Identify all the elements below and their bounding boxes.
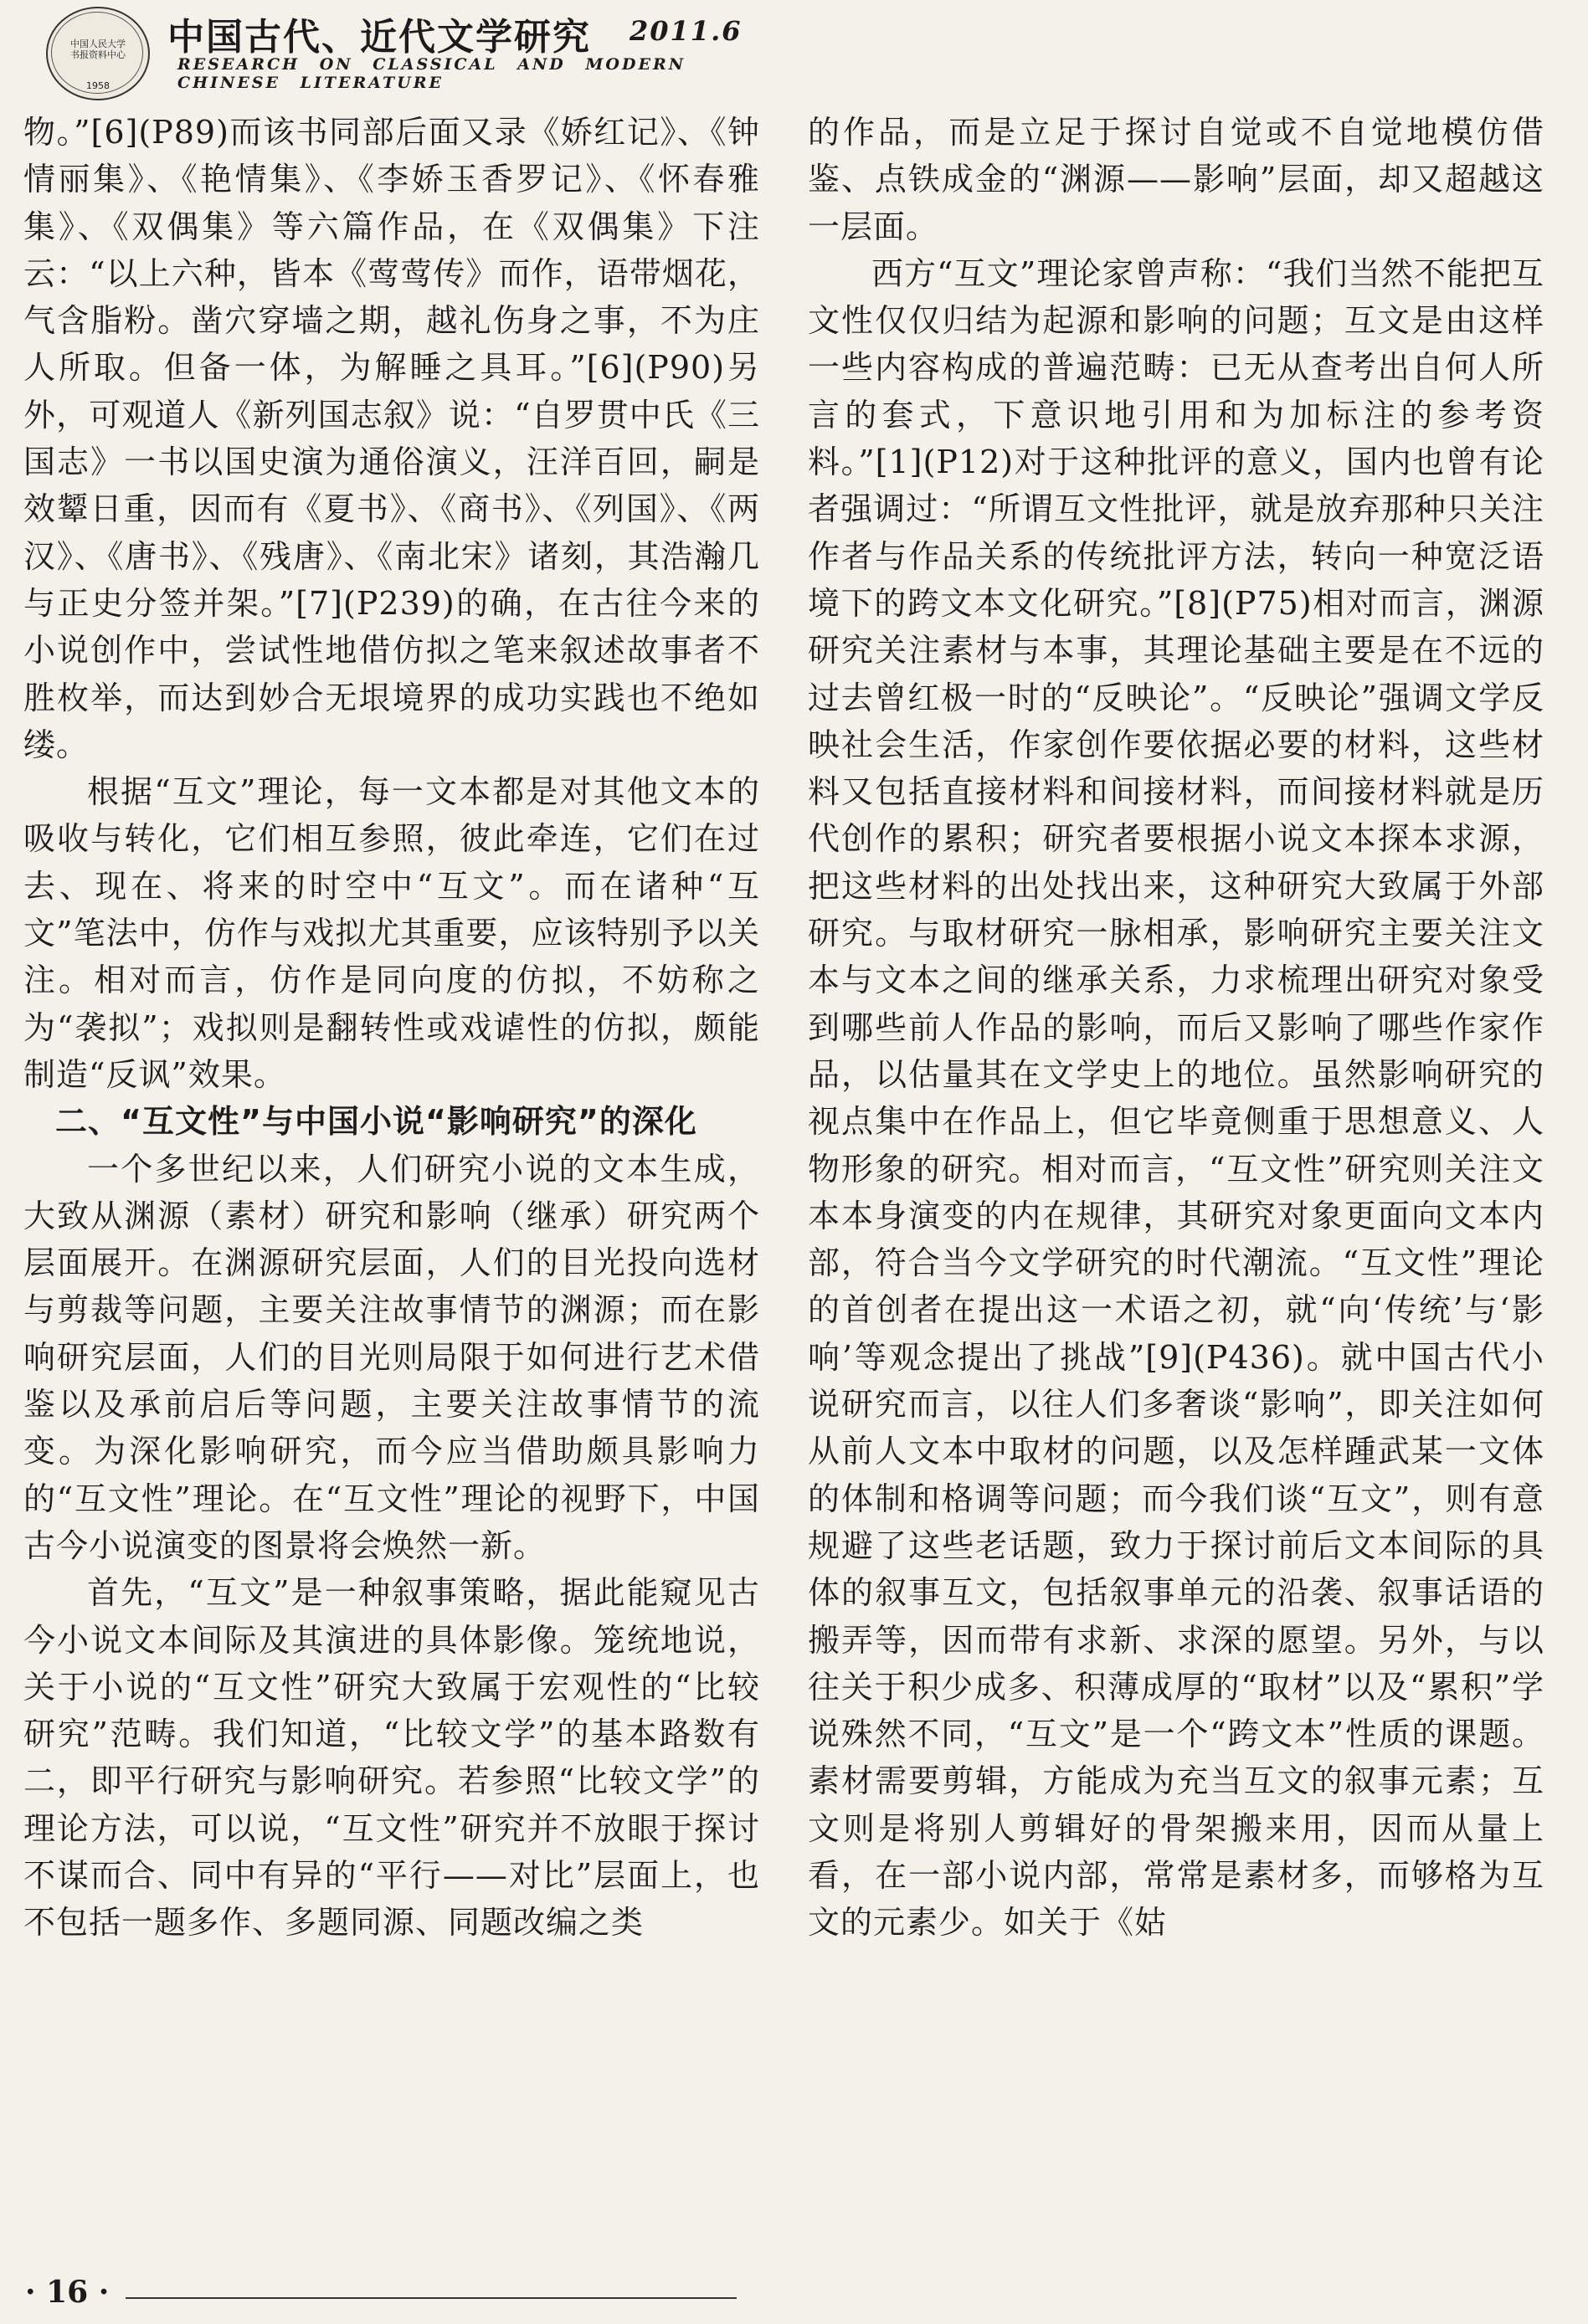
logo-name-line1: 中国人民大学 xyxy=(70,38,126,49)
logo-name xyxy=(48,38,148,60)
page-header xyxy=(0,0,1588,100)
right-paragraph-2: 西方“互文”理论家曾声称：“我们当然不能把互文性仅仅归结为起源和影响的问题；互文是由这样一些内容构成的普遍范畴：已无从查考出自何人所言的套式，下意识地引用和为加标注的参考资料。”[1](P12)对于这种批评的意义，国内也曾有论者强调过：“所谓互文性批评，就是放弃那种只关注作者与作品关系的传统批评方法，转向一种宽泛语境下的跨文本文化研究。”[8](P75)相对而言，渊源研究关注素材与本事，其理论基础主要是在不远的过去曾红极一时的“反映论”。“反映论”强调文学反映社会生活，作家创作要依据必要的材料，这些材料又包括直接材料和间接材料，而间接材料就是历代创作的累积；研究者要根据小说文本探本求源，把这些材料的出处找出来，这种研究大致属于外部研究。与取材研究一脉相承，影响研究主要关注文本与文本之间的继承关系，力求梳理出研究对象受到哪些前人作品的影响，而后又影响了哪些作家作品，以估量其在文学史上的地位。虽然影响研究的视点集中在作品上，但它毕竟侧重于思想意义、人物形象的研究。相对而言，“互文性”研究则关注文本本身演变的内在规律，其研究对象更面向文本内部，符合当今文学研究的时代潮流。“互文性”理论的首创者在提出这一术语之初，就“向‘传统’与‘影响’等观念提出了挑战”[9](P436)。就中国古代小说研究而言，以往人们多奢谈“影响”，即关注如何从前人文本中取材的问题，以及怎样踵武某一文体的体制和格调等问题；而今我们谈“互文”，则有意规避了这些老话题，致力于探讨前后文本间际的具体的叙事互文，包括叙事单元的沿袭、叙事话语的搬弄等，因而带有求新、求深的愿望。另外，与以往关于积少成多、积薄成厚的“取材”以及“累积”学说殊然不同，“互文”是一个“跨文本”性质的课题。素材需要剪辑，方能成为充当互文的叙事元素；互文则是将别人剪辑好的骨架搬来用，因而从量上看，在一部小说内部，常常是素材多，而够格为互文的元素少。如关于《姑 xyxy=(808,254,1544,1942)
right-paragraph-1: 的作品，而是立足于探讨自觉或不自觉地模仿借鉴、点铁成金的“渊源——影响”层面，却又超越这一层面。 xyxy=(808,114,1544,245)
left-paragraph-3: 一个多世纪以来，人们研究小说的文本生成，大致从渊源（素材）研究和影响（继承）研究两个层面展开。在渊源研究层面，人们的目光投向选材与剪裁等问题，主要关注故事情节的渊源；而在影响研究层面，人们的目光则局限于如何进行艺术借鉴以及承前启后等问题，主要关注故事情节的流变。为深化影响研究，而今应当借助颇具影响力的“互文性”理论。在“互文性”理论的视野下，中国古今小说演变的图景将会焕然一新。 xyxy=(23,1150,760,1564)
left-column xyxy=(23,109,760,1947)
left-paragraph-2: 根据“互文”理论，每一文本都是对其他文本的吸收与转化，它们相互参照，彼此牵连，它们在过去、现在、将来的时空中“互文”。而在诸种“互文”笔法中，仿作与戏拟尤其重要，应该特别予以关注。相对而言，仿作是同向度的仿拟，不妨称之为“袭拟”；戏拟则是翻转性或戏谑性的仿拟，颇能制造“反讽”效果。 xyxy=(23,773,760,1093)
issue-number: 2011.6 xyxy=(630,15,743,47)
logo-year: 1958 xyxy=(86,80,110,91)
left-paragraph-4: 首先，“互文”是一种叙事策略，据此能窥见古今小说文本间际及其演进的具体影像。笼统地说，关于小说的“互文性”研究大致属于宏观性的“比较研究”范畴。我们知道，“比较文学”的基本路数有二，即平行研究与影响研究。若参照“比较文学”的理论方法，可以说，“互文性”研究并不放眼于探讨不谋而合、同中有异的“平行——对比”层面上，也不包括一题多作、多题同源、同题改编之类 xyxy=(23,1574,760,1942)
footer-rule xyxy=(126,2297,737,2299)
journal-title: 中国古代、近代文学研究 xyxy=(167,16,591,59)
english-journal-title: RESEARCH ON CLASSICAL AND MODERN CHINESE LITERATURE xyxy=(177,55,686,92)
page-number: · 16 · xyxy=(25,2275,110,2310)
logo-name-line2: 书报资料中心 xyxy=(70,49,126,60)
left-paragraph-1: 物。”[6](P89)而该书同部后面又录《娇红记》、《钟情丽集》、《艳情集》、《李娇玉香罗记》、《怀春雅集》、《双偶集》等六篇作品，在《双偶集》下注云：“以上六种，皆本《莺莺传》而作，语带烟花，气含脂粉。凿穴穿墙之期，越礼伤身之事，不为庄人所取。但备一体，为解睡之具耳。”[6](P90)另外，可观道人《新列国志叙》说：“自罗贯中氏《三国志》一书以国史演为通俗演义，汪洋百回，嗣是效颦日重，因而有《夏书》、《商书》、《列国》、《两汉》、《唐书》、《残唐》、《南北宋》诸刻，其浩瀚几与正史分签并架。”[7](P239)的确，在古往今来的小说创作中，尝试性地借仿拟之笔来叙述故事者不胜枚举，而达到妙合无垠境界的成功实践也不绝如缕。 xyxy=(23,114,760,763)
right-column xyxy=(808,109,1544,1947)
section-heading: 二、“互文性”与中国小说“影响研究”的深化 xyxy=(55,1103,697,1141)
publisher-logo xyxy=(46,7,150,100)
